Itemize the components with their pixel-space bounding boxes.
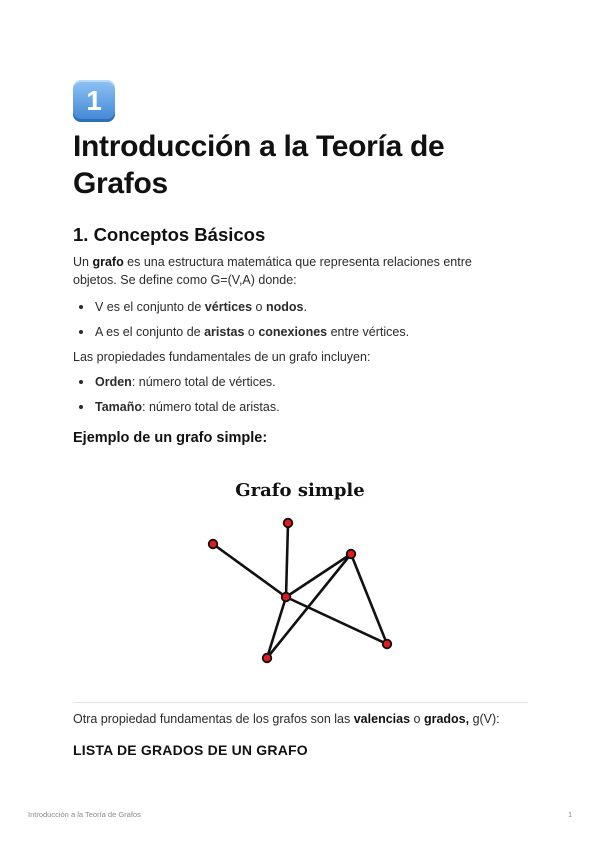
graph-node-farright xyxy=(383,640,392,649)
keycap-number-one-icon: 1 xyxy=(73,80,115,122)
text-run: g(V): xyxy=(469,712,500,726)
list-heading: LISTA DE GRADOS DE UN GRAFO xyxy=(73,742,308,758)
figure-title: Grafo simple xyxy=(235,480,365,501)
text-run: entre vértices. xyxy=(327,325,410,339)
graph-edge-right-bottom xyxy=(267,554,351,658)
footer-title: Introducción a la Teoría de Grafos xyxy=(28,810,141,819)
list-item xyxy=(73,323,409,348)
properties-intro: Las propiedades fundamentales de un grafo incluyen: xyxy=(73,350,371,364)
valencias-paragraph xyxy=(73,710,533,728)
text-run: Un xyxy=(73,255,93,269)
bold-term: valencias xyxy=(353,712,411,726)
text-run: . xyxy=(303,300,307,314)
graph-edge-center-bottom xyxy=(267,597,286,658)
divider xyxy=(73,702,528,703)
graph-node-top xyxy=(284,519,293,528)
text-run: A es el conjunto de xyxy=(95,325,205,339)
text-run: : número total de aristas. xyxy=(142,400,280,414)
graph-edge-center-right xyxy=(286,554,351,597)
definition-list xyxy=(73,298,409,348)
graph-node-left xyxy=(209,540,218,549)
text-run: : número total de vértices. xyxy=(131,375,276,389)
section-heading-conceptos: 1. Conceptos Básicos xyxy=(73,224,266,245)
bold-term: grados, xyxy=(423,712,470,726)
bold-term: vértices xyxy=(204,300,253,314)
list-item xyxy=(73,298,409,323)
text-run: es una estructura matemática que representa relaciones entre objetos. Se define como G=(V,A) donde: xyxy=(73,255,472,287)
bold-term: aristas xyxy=(204,325,245,339)
bold-term: grafo xyxy=(92,255,124,269)
list-item xyxy=(73,373,280,398)
properties-list xyxy=(73,373,280,423)
list-item xyxy=(73,398,280,423)
graph-diagram xyxy=(190,476,410,672)
text-run: Otra propiedad fundamentas de los grafos son las xyxy=(73,712,354,726)
text-run: o xyxy=(410,712,424,726)
bold-term: Tamaño xyxy=(95,400,142,414)
graph-node-right xyxy=(347,550,356,559)
graph-node-bottom xyxy=(263,654,272,663)
graph-figure xyxy=(190,476,410,672)
example-heading: Ejemplo de un grafo simple: xyxy=(73,430,268,446)
intro-paragraph xyxy=(73,253,503,289)
text-run: o xyxy=(244,325,259,339)
bold-term: conexiones xyxy=(258,325,328,339)
graph-node-center xyxy=(282,593,291,602)
bold-term: nodos xyxy=(265,300,304,314)
text-run: V es el conjunto de xyxy=(95,300,205,314)
bold-term: Orden xyxy=(95,375,132,389)
page-number: 1 xyxy=(568,810,573,819)
graph-edge-top-center xyxy=(286,523,288,597)
text-run: o xyxy=(252,300,266,314)
graph-edge-left-center xyxy=(213,544,286,597)
page-title: Introducción a la Teoría de Grafos xyxy=(73,130,445,200)
